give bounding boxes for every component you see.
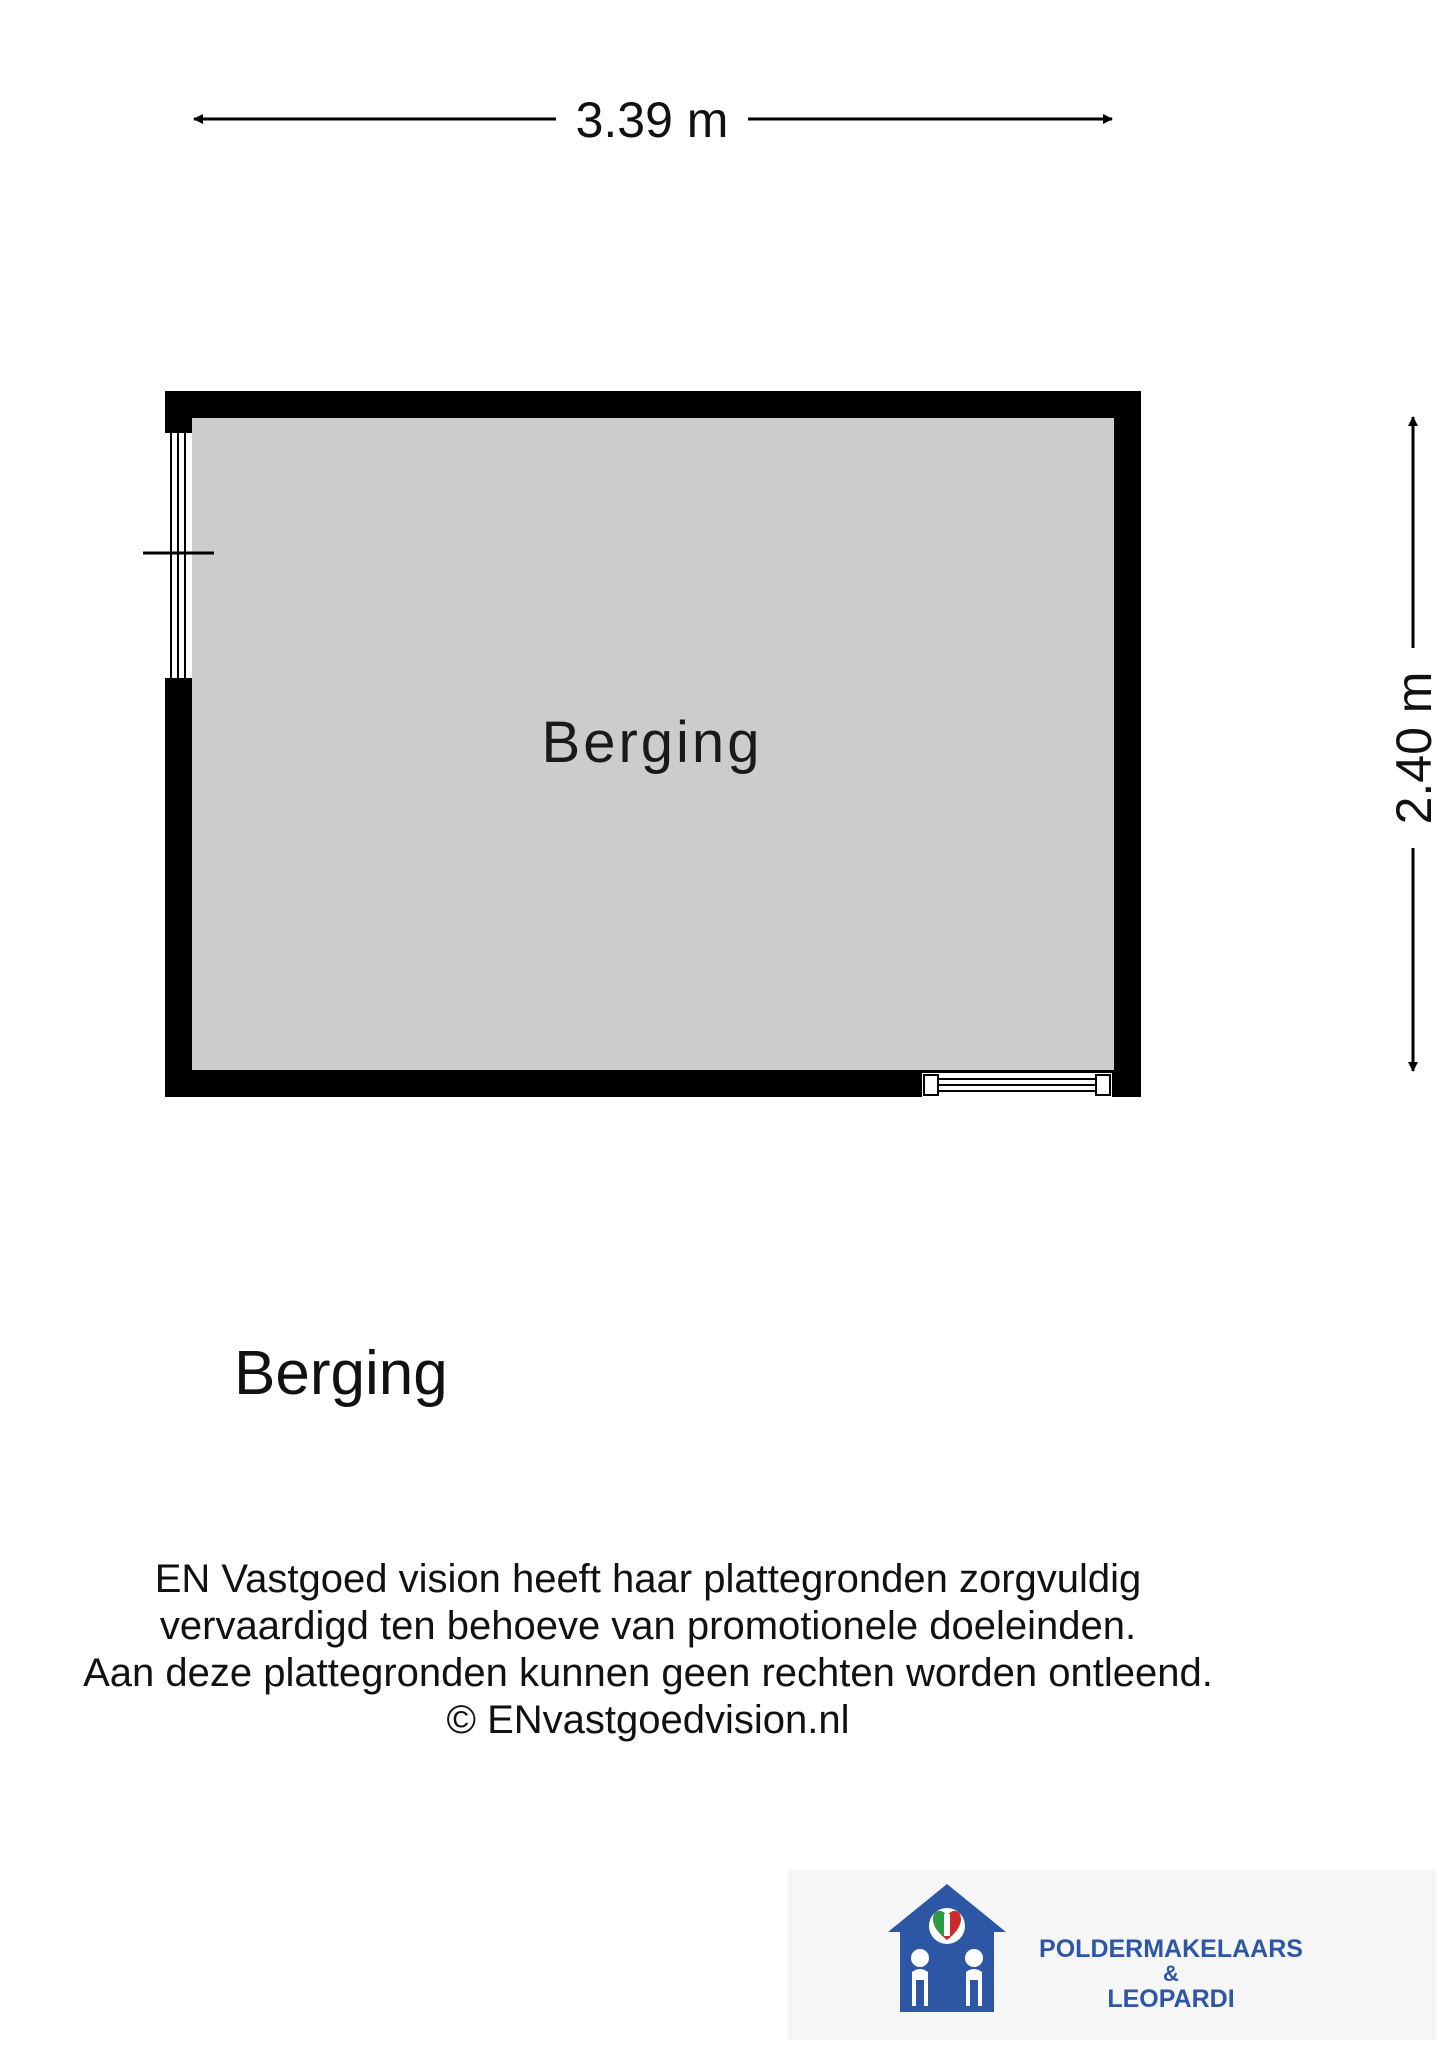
- logo-line-3: LEOPARDI: [1107, 1985, 1235, 2013]
- disclaimer-line: vervaardigd ten behoeve van promotionele doeleinden.: [159, 1604, 1137, 1648]
- logo-line-2: &: [1163, 1961, 1179, 1986]
- room-berging: [143, 391, 1141, 1097]
- logo-line-1: POLDERMAKELAARS: [1039, 1935, 1303, 1963]
- width-dimension: [194, 92, 1112, 148]
- window-bottom: [922, 1073, 1112, 1097]
- agency-logo-text: [1006, 1932, 1336, 2016]
- disclaimer-line: EN Vastgoed vision heeft haar plattegronden zorgvuldig: [154, 1557, 1142, 1601]
- disclaimer-line: Aan deze plattegronden kunnen geen rechten worden ontleend.: [83, 1651, 1213, 1695]
- width-dimension-label: 3.39 m: [575, 92, 729, 148]
- plan-title: Berging: [234, 1339, 448, 1408]
- height-dimension: [1386, 417, 1442, 1071]
- room-label: Berging: [541, 710, 763, 775]
- agency-logo: [788, 1870, 1436, 2040]
- height-dimension-label: 2.40 m: [1386, 671, 1442, 825]
- disclaimer: [0, 1556, 1296, 1744]
- copyright-line: © ENvastgoedvision.nl: [446, 1698, 850, 1742]
- house-logo-icon: [886, 1880, 1008, 2016]
